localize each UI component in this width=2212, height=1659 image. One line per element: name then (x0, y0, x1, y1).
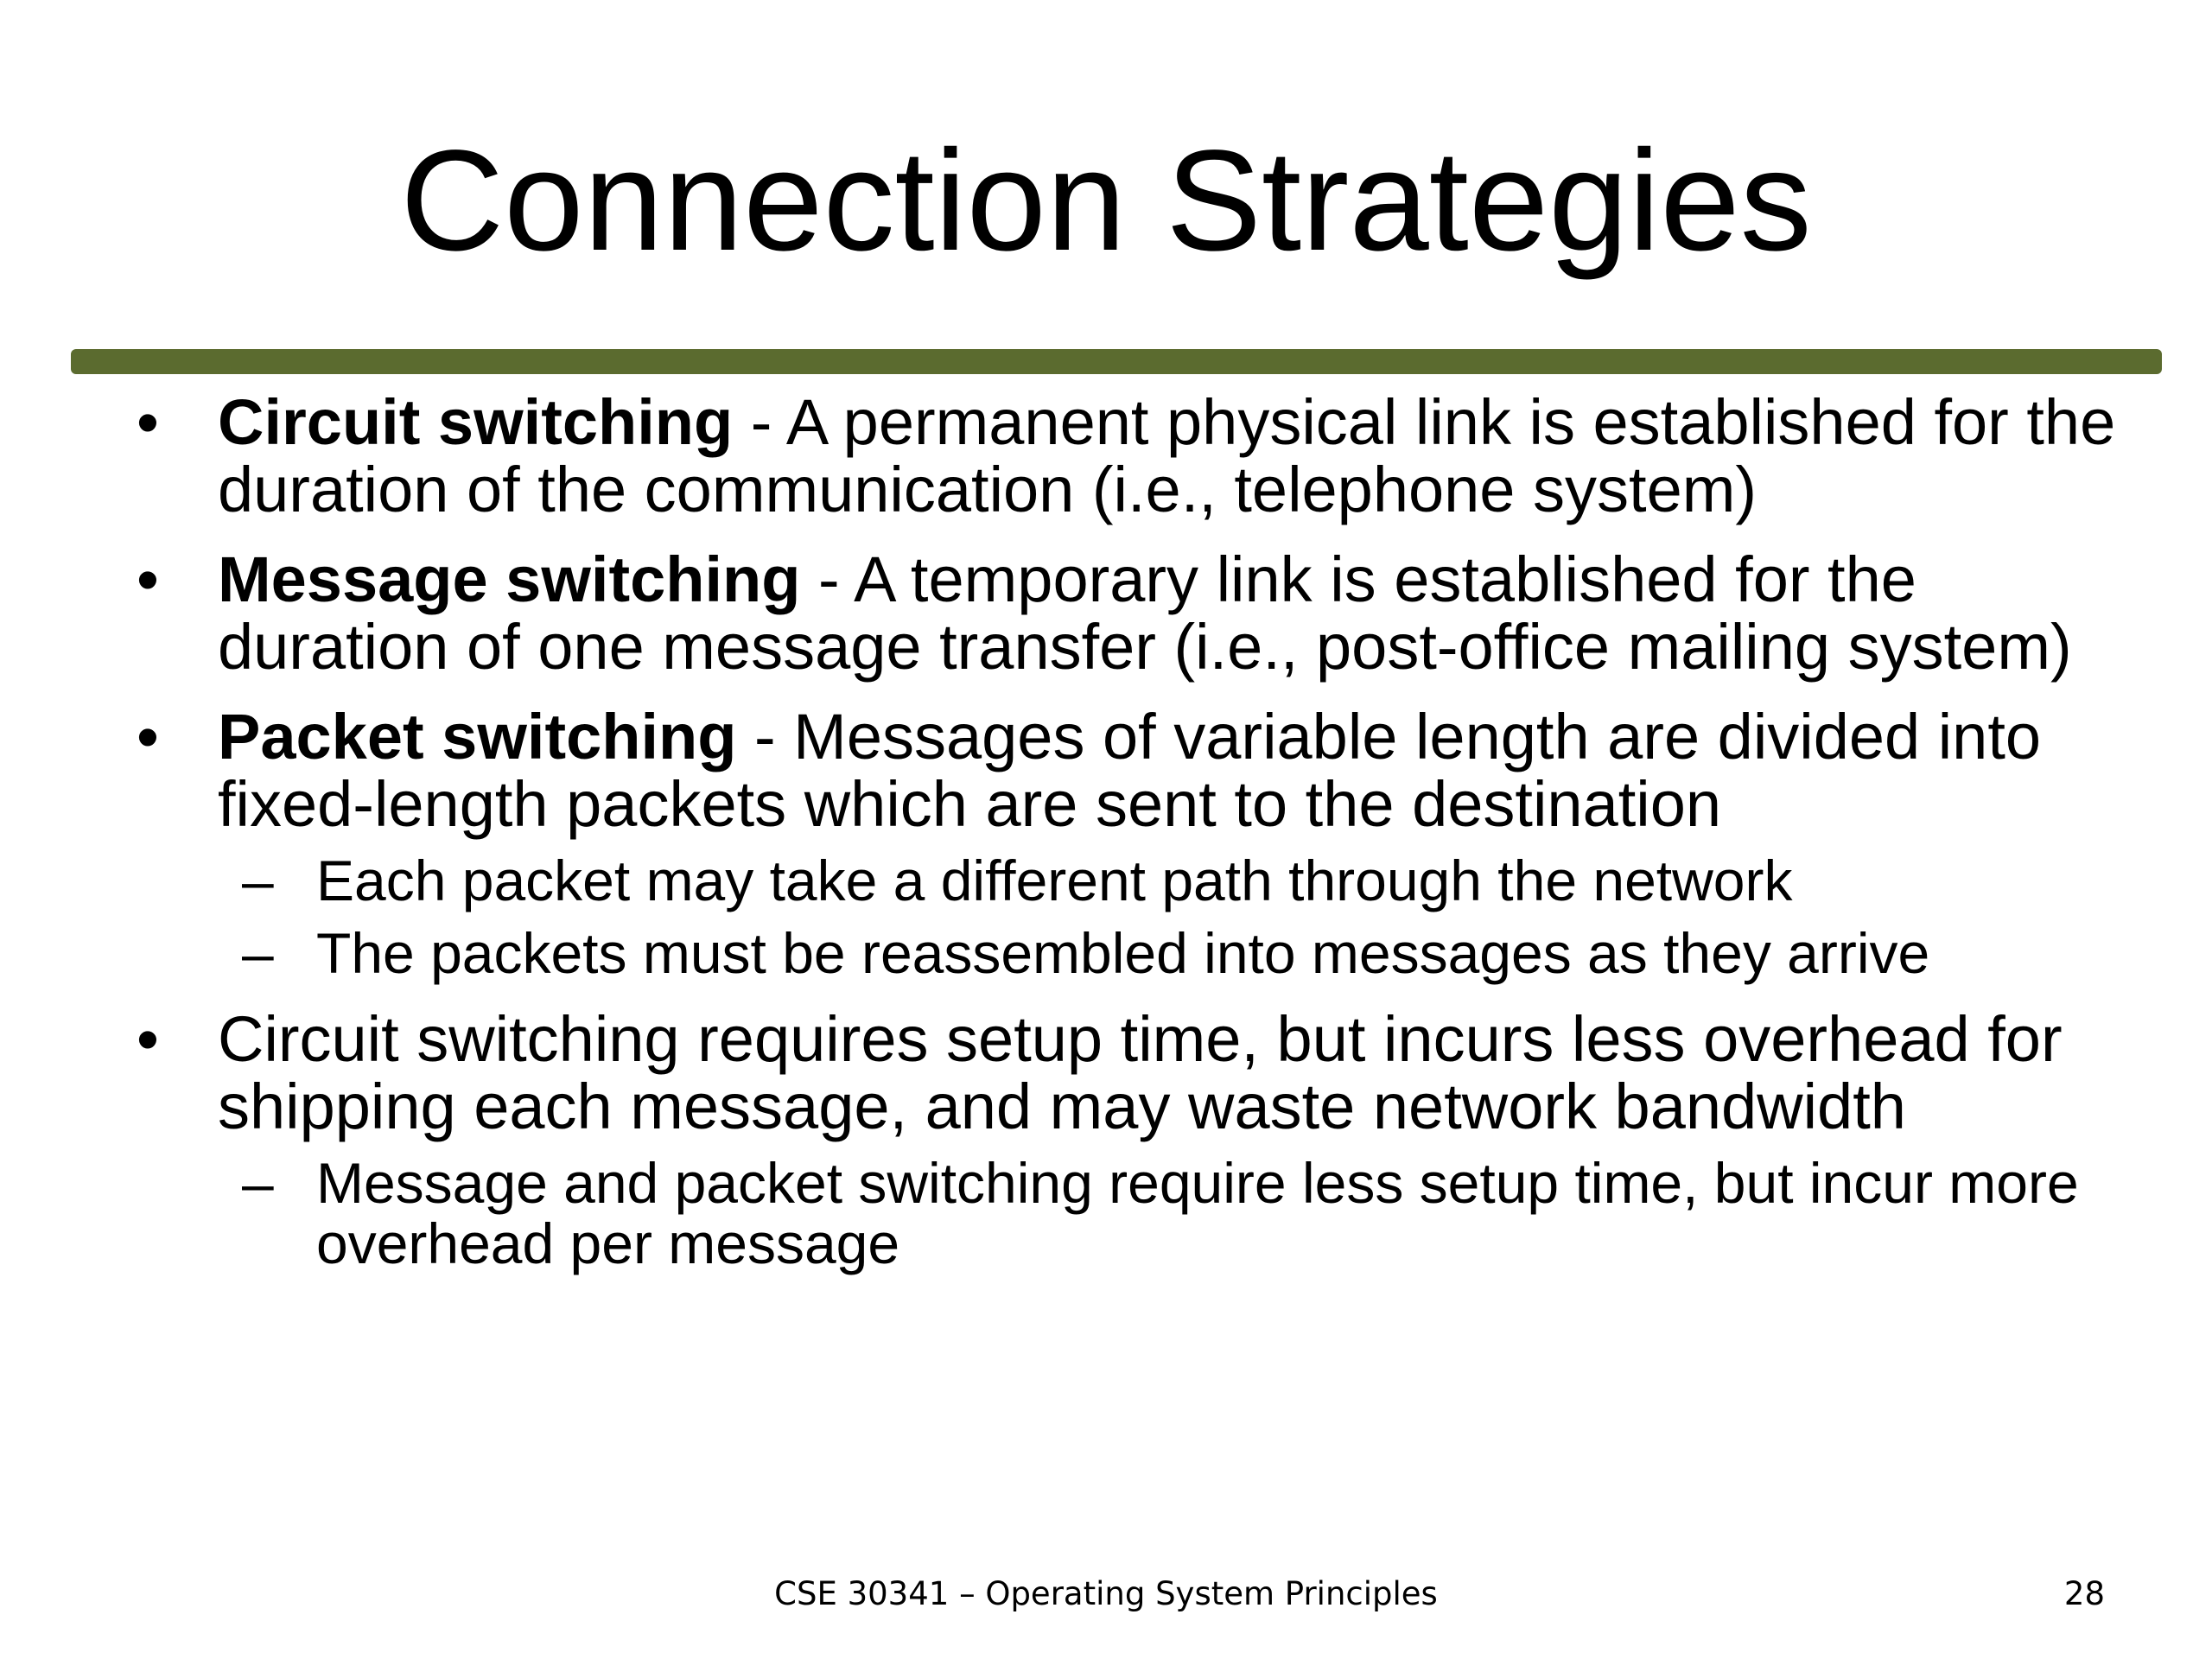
bullet-term: Packet switching (218, 701, 737, 772)
bullet-marker: • (137, 543, 159, 615)
sub-bullet-packet-reassembly (130, 923, 2117, 983)
bullet-text: - Messages of variable length are divided into fixed-length packets which are sent to the destination (218, 701, 2042, 840)
slide-content (130, 386, 2117, 1275)
bullet-term: Circuit switching (218, 386, 734, 458)
bullet-term: Message switching (218, 543, 801, 615)
footer-course-title: CSE 30341 – Operating System Principles (774, 1575, 1438, 1612)
bullet-circuit-setup-comparison (130, 1003, 2117, 1142)
bullet-message-switching (130, 543, 2117, 683)
bullet-packet-switching (130, 703, 2117, 838)
bullet-circuit-switching (130, 386, 2117, 525)
bullet-text: Circuit switching requires setup time, but incurs less overhead for shipping each message, and may waste network bandwidth (218, 1003, 2063, 1142)
sub-bullet-overhead-comparison (130, 1153, 2117, 1274)
bullet-marker: • (137, 386, 159, 458)
page-number: 28 (2063, 1575, 2105, 1612)
sub-bullet-marker: – (242, 921, 274, 985)
sub-bullet-packet-path (130, 850, 2117, 911)
sub-bullet-text: Message and packet switching require less setup time, but incur more overhead per message (316, 1151, 2079, 1275)
slide-title: Connection Strategies (400, 121, 1812, 281)
sub-bullet-marker: – (242, 849, 274, 912)
title-underline-bar (71, 349, 2162, 374)
sub-bullet-marker: – (242, 1151, 274, 1215)
sub-bullet-text: Each packet may take a different path through the network (316, 849, 1793, 912)
bullet-marker: • (137, 1003, 159, 1075)
bullet-text: - A temporary link is established for the duration of one message transfer (i.e., post-office mailing system) (218, 543, 2072, 683)
bullet-marker: • (137, 701, 159, 772)
bullet-text: - A permanent physical link is established for the duration of the communication (i.e., telephone system) (218, 386, 2116, 525)
sub-bullet-text: The packets must be reassembled into messages as they arrive (316, 921, 1930, 985)
